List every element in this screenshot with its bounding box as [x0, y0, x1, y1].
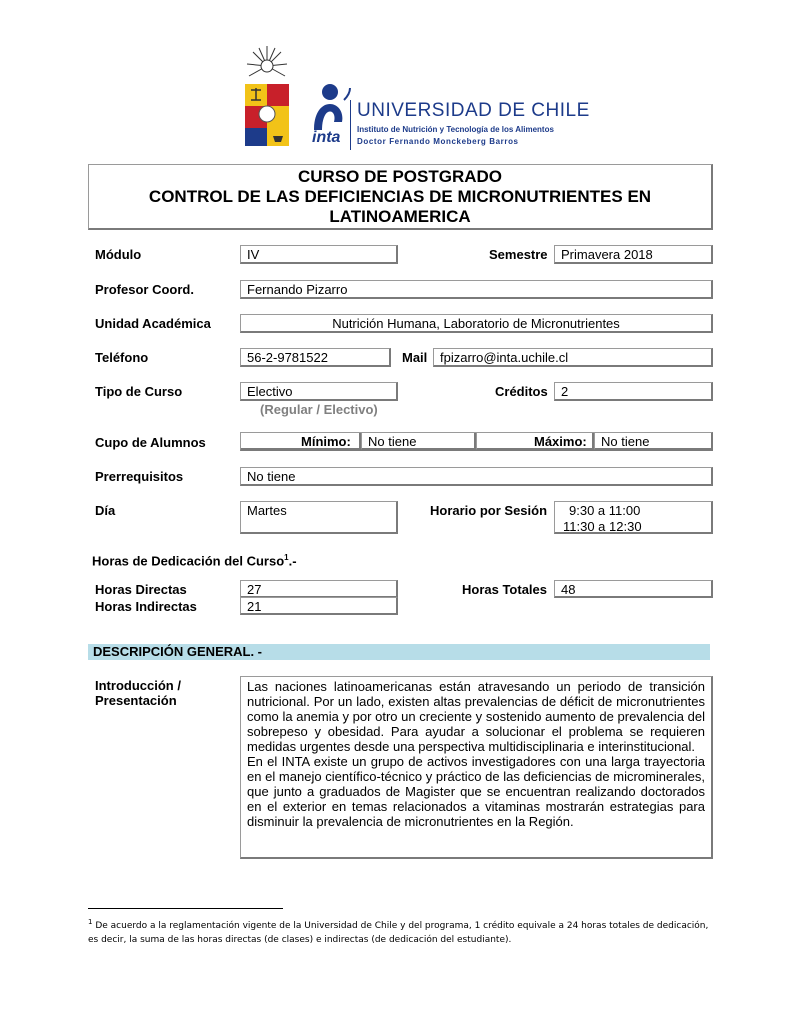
horas-indirectas-field: 21: [240, 597, 398, 615]
horario-label: Horario por Sesión: [430, 503, 548, 518]
inta-figure-icon: [308, 82, 353, 132]
tipo-curso-field: Electivo: [240, 382, 398, 401]
horario-line2: 11:30 a 12:30: [563, 519, 642, 534]
dedicacion-footnote-ref: 1: [284, 553, 289, 562]
telefono-field: 56-2-9781522: [240, 348, 391, 367]
dia-label: Día: [95, 503, 116, 518]
dedicacion-heading-suffix: .-: [288, 553, 297, 569]
course-title-box: [88, 164, 713, 230]
footnote-rule: [88, 908, 283, 909]
introduccion-text: [240, 676, 713, 859]
tipo-curso-label: Tipo de Curso: [95, 384, 183, 399]
mail-field: fpizarro@inta.uchile.cl: [433, 348, 713, 367]
course-title-line1: CURSO DE POSTGRADO: [297, 167, 503, 186]
minimo-field: No tiene: [361, 433, 476, 450]
tipo-curso-hint: (Regular / Electivo): [260, 402, 378, 417]
footnote: [88, 915, 718, 947]
horas-totales-label: Horas Totales: [462, 582, 548, 597]
introduccion-label-line1: Introducción /: [95, 678, 181, 693]
creditos-field: 2: [554, 382, 713, 401]
horas-directas-label: Horas Directas: [95, 582, 187, 597]
maximo-field: No tiene: [594, 433, 712, 450]
introduccion-paragraph-1: Las naciones latinoamericanas están atravesando un periodo de transición nutricional. Por un lado, existen altas prevalencias de déficit de micronutrientes como la anemia y por otro un creciente y sostenido aumento de prevalencia del sobrepeso y obesidad. Para ayudar a solucionar el problema se requieren medidas urgentes desde una perspectiva multidisciplinaria e interinstitucional.: [247, 679, 705, 754]
dedicacion-heading-text: Horas de Dedicación del Curso: [92, 553, 285, 569]
modulo-field: IV: [240, 245, 398, 264]
institute-name: Instituto de Nutrición y Tecnología de los Alimentos: [357, 125, 554, 134]
dedicacion-heading: [92, 550, 297, 569]
maximo-label: Máximo:: [534, 434, 587, 449]
semestre-field: Primavera 2018: [554, 245, 713, 264]
prerrequisitos-field: No tiene: [240, 467, 713, 486]
introduccion-label-line2: Presentación: [95, 693, 177, 708]
cupo-field: [240, 432, 713, 451]
minimo-label: Mínimo:: [301, 434, 351, 449]
descripcion-general-heading: DESCRIPCIÓN GENERAL. -: [88, 644, 710, 660]
unidad-field: Nutrición Humana, Laboratorio de Micronutrientes: [240, 314, 713, 333]
unidad-label: Unidad Académica: [95, 316, 211, 331]
telefono-label: Teléfono: [95, 350, 149, 365]
university-name: UNIVERSIDAD DE CHILE: [357, 100, 590, 121]
horas-directas-field: 27: [240, 580, 398, 598]
inta-wordmark: inta: [312, 129, 341, 146]
university-crest-icon: [243, 44, 303, 148]
footnote-text: De acuerdo a la reglamentación vigente de la Universidad de Chile y del programa, 1 crédito equivale a 24 horas totales de dedicación, es decir, la suma de las horas directas (de clases) e indirectas (de dedicación del estudiante).: [88, 921, 709, 945]
semestre-label: Semestre: [489, 247, 548, 262]
profesor-field: Fernando Pizarro: [240, 280, 713, 299]
profesor-label: Profesor Coord.: [95, 282, 194, 297]
modulo-label: Módulo: [95, 247, 142, 262]
course-title-line3: LATINOAMERICA: [329, 207, 471, 226]
logo-divider: [350, 100, 351, 150]
horas-totales-field: 48: [554, 580, 713, 598]
introduccion-paragraph-2: En el INTA existe un grupo de activos investigadores con una larga trayectoria en el manejo científico-técnico y práctico de las deficiencias de microminerales, que junto a graduados de Magister que se encuentran realizando doctorados en el exterior en temas relacionados a vitaminas mostrarán estrategias para disminuir la prevalencia de micronutrientes en la Región.: [247, 754, 705, 829]
horario-field: [554, 501, 713, 534]
creditos-label: Créditos: [495, 384, 548, 399]
footnote-number: 1: [88, 918, 93, 926]
mail-label: Mail: [402, 350, 428, 365]
cupo-label: Cupo de Alumnos: [95, 435, 206, 450]
dia-field: Martes: [240, 501, 398, 534]
doctor-name: Doctor Fernando Monckeberg Barros: [357, 137, 519, 146]
horas-indirectas-label: Horas Indirectas: [95, 599, 197, 614]
horario-line1: 9:30 a 11:00: [569, 503, 641, 518]
course-title-line2: CONTROL DE LAS DEFICIENCIAS DE MICRONUTRIENTES EN: [148, 187, 652, 206]
prerrequisitos-label: Prerrequisitos: [95, 469, 184, 484]
